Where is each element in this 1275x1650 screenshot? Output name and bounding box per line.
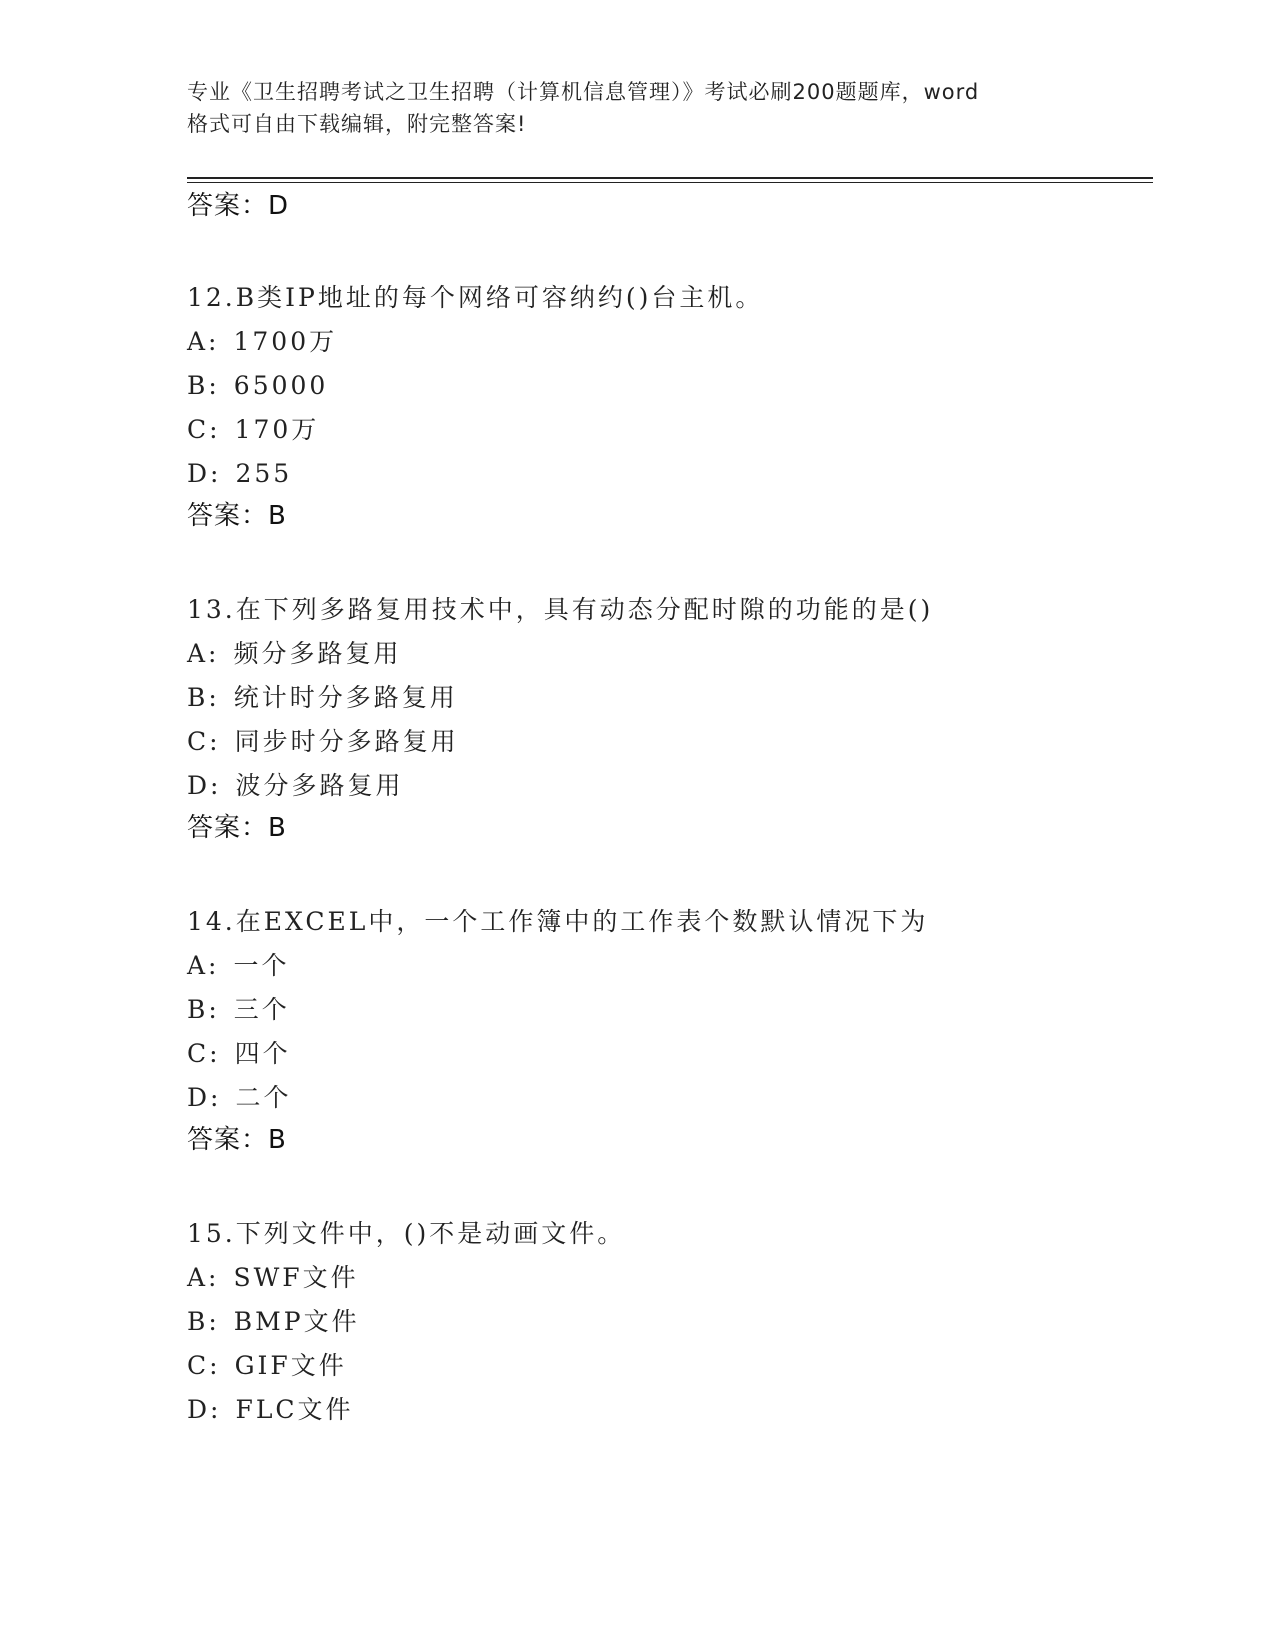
question-14-option-a (187, 948, 290, 984)
question-14-title: 14.在EXCEL中，一个工作簿中的工作表个数默认情况下为 (187, 907, 929, 936)
option-text: FLC文件 (235, 1395, 354, 1424)
header-line-2: 格式可自由下载编辑，附完整答案! (187, 112, 527, 136)
option-text: 四个 (234, 1039, 291, 1068)
option-text: 一个 (233, 951, 290, 980)
question-15-option-a (187, 1260, 359, 1296)
option-text: 170万 (234, 415, 320, 444)
option-key: D: (187, 771, 222, 800)
question-12-option-a (187, 324, 337, 360)
option-text: 255 (235, 459, 293, 488)
option-text: 65000 (233, 371, 329, 400)
option-key: B: (187, 371, 220, 400)
option-text: 二个 (235, 1083, 292, 1112)
question-13-option-a (187, 636, 402, 672)
question-15-option-d (187, 1392, 354, 1428)
option-text: BMP文件 (233, 1307, 360, 1336)
option-key: B: (187, 683, 220, 712)
header-divider-thick (187, 177, 1153, 179)
question-14-option-c (187, 1036, 291, 1072)
answer-q14: 答案：B (187, 1125, 287, 1155)
question-12-title: 12.B类IP地址的每个网络可容纳约()台主机。 (187, 283, 764, 312)
question-13-option-b (187, 680, 458, 716)
option-key: A: (187, 951, 220, 980)
option-key: C: (187, 1351, 221, 1380)
question-13-option-c (187, 724, 459, 760)
question-15-title: 15.下列文件中，()不是动画文件。 (187, 1219, 626, 1248)
question-12-option-d (187, 456, 292, 492)
option-text: 1700万 (233, 327, 338, 356)
option-key: A: (187, 1263, 220, 1292)
question-13-option-d (187, 768, 403, 804)
option-text: 同步时分多路复用 (234, 727, 459, 756)
option-key: B: (187, 995, 220, 1024)
option-key: C: (187, 1039, 221, 1068)
question-12-option-b (187, 368, 328, 404)
option-key: D: (187, 1395, 222, 1424)
option-key: C: (187, 415, 221, 444)
answer-q11: 答案：D (187, 191, 290, 221)
question-15-option-b (187, 1304, 360, 1340)
question-14-option-b (187, 992, 290, 1028)
option-key: A: (187, 639, 220, 668)
option-key: D: (187, 1083, 222, 1112)
option-key: A: (187, 327, 220, 356)
header-divider-thin (187, 182, 1153, 183)
option-text: SWF文件 (233, 1263, 359, 1292)
option-text: 频分多路复用 (233, 639, 402, 668)
option-text: 统计时分多路复用 (233, 683, 458, 712)
option-text: 波分多路复用 (235, 771, 404, 800)
option-text: GIF文件 (234, 1351, 347, 1380)
option-text: 三个 (233, 995, 290, 1024)
header-line-1: 专业《卫生招聘考试之卫生招聘（计算机信息管理）》考试必刷200题题库，word (187, 80, 980, 104)
option-key: C: (187, 727, 221, 756)
question-15-option-c (187, 1348, 347, 1384)
answer-q12: 答案：B (187, 501, 287, 531)
option-key: D: (187, 459, 222, 488)
question-13-title: 13.在下列多路复用技术中，具有动态分配时隙的功能的是() (187, 595, 934, 624)
question-14-option-d (187, 1080, 291, 1116)
option-key: B: (187, 1307, 220, 1336)
answer-q13: 答案：B (187, 813, 287, 843)
document-header (187, 76, 1087, 140)
question-12-option-c (187, 412, 319, 448)
